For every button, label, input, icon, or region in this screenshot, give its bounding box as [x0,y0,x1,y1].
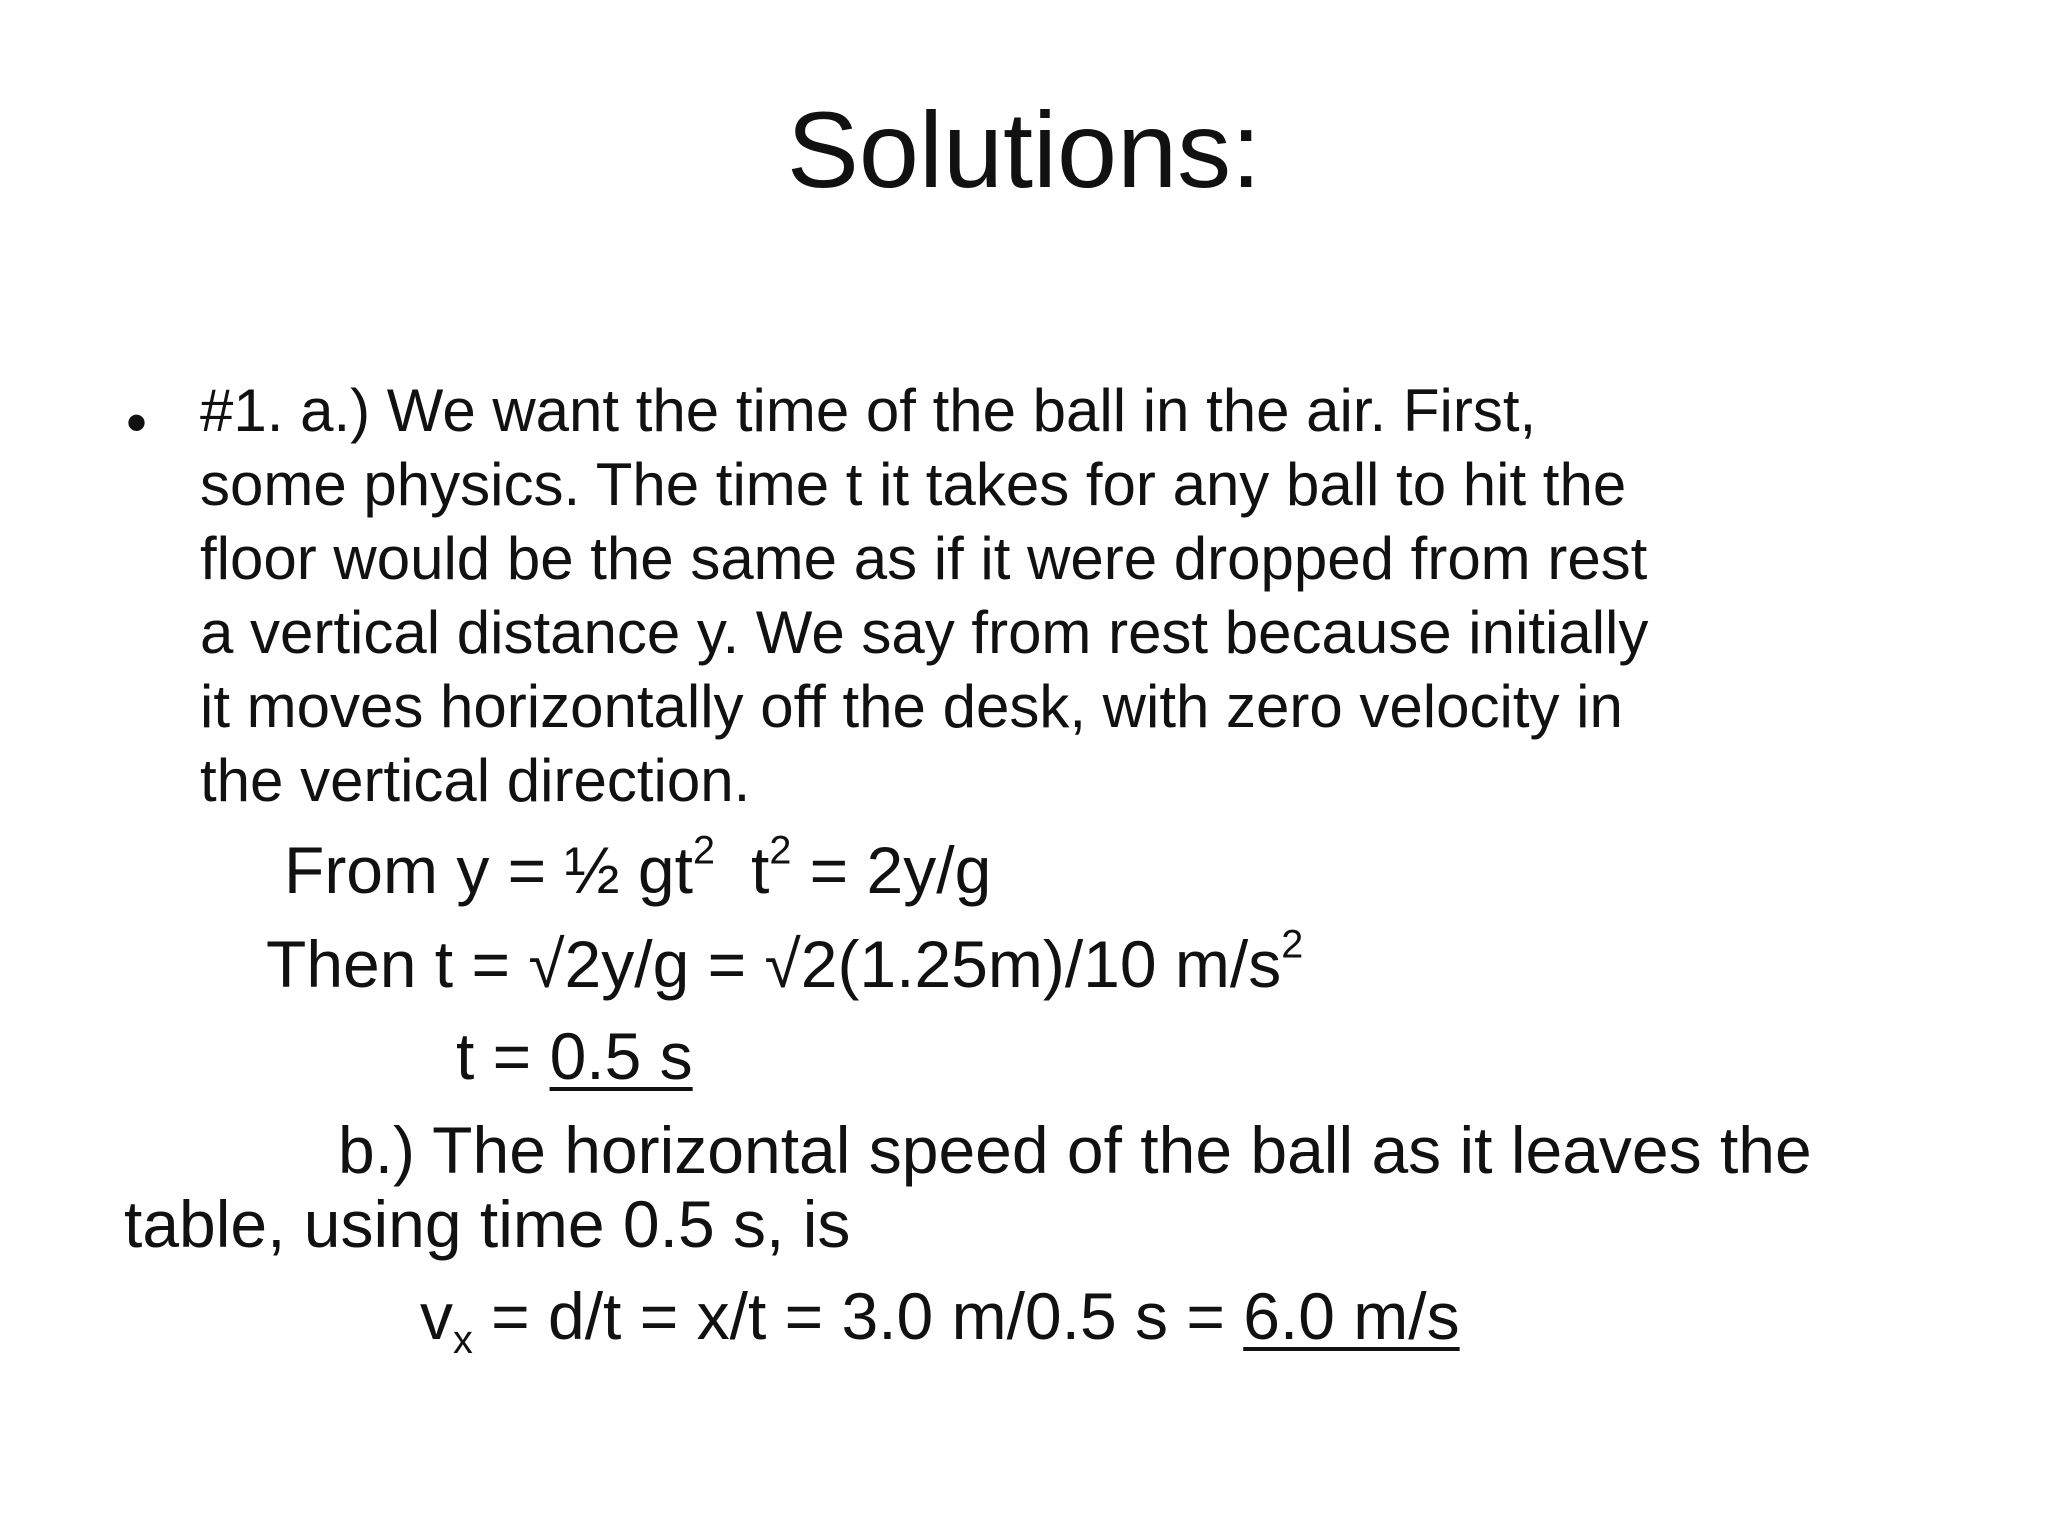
equation-part: = d/t = x/t = 3.0 m/0.5 s = [472,1279,1244,1353]
paragraph-line: #1. a.) We want the time of the ball in the air. First, [200,377,1537,444]
exponent: 2 [769,828,792,873]
equation-part: t [750,833,770,907]
equation-part: v [420,1279,453,1353]
equation-time [266,924,1303,1004]
bullet-icon: • [126,389,148,456]
paragraph-line: the vertical direction. [200,747,751,814]
slide-title: Solutions: [786,89,1262,210]
equation-part: Then t = √2y/g = √2(1.25m)/10 m/s [266,927,1282,1001]
equation-part: From y = ½ gt [284,833,693,907]
equation-part: = 2y/g [791,833,992,907]
equation-velocity [420,1276,1460,1362]
exponent: 2 [1281,922,1304,967]
equation-time-result [456,1016,693,1096]
subscript: x [453,1317,473,1362]
paragraph-line: floor would be the same as if it were dropped from rest [200,525,1648,592]
paragraph-line: a vertical distance y. We say from rest because initially [200,599,1649,666]
answer-velocity: 6.0 m/s [1243,1279,1460,1353]
equation-free-fall [284,830,991,910]
paragraph-line: some physics. The time t it takes for any ball to hit the [200,451,1627,518]
part-b-line-2: table, using time 0.5 s, is [124,1187,851,1261]
equation-part: t = [456,1019,550,1093]
exponent: 2 [692,828,715,873]
paragraph-line: it moves horizontally off the desk, with zero velocity in [200,673,1623,740]
answer-time: 0.5 s [549,1019,693,1093]
part-b-line-1: b.) The horizontal speed of the ball as it leaves the [338,1113,1812,1187]
problem-paragraph [200,374,1960,818]
